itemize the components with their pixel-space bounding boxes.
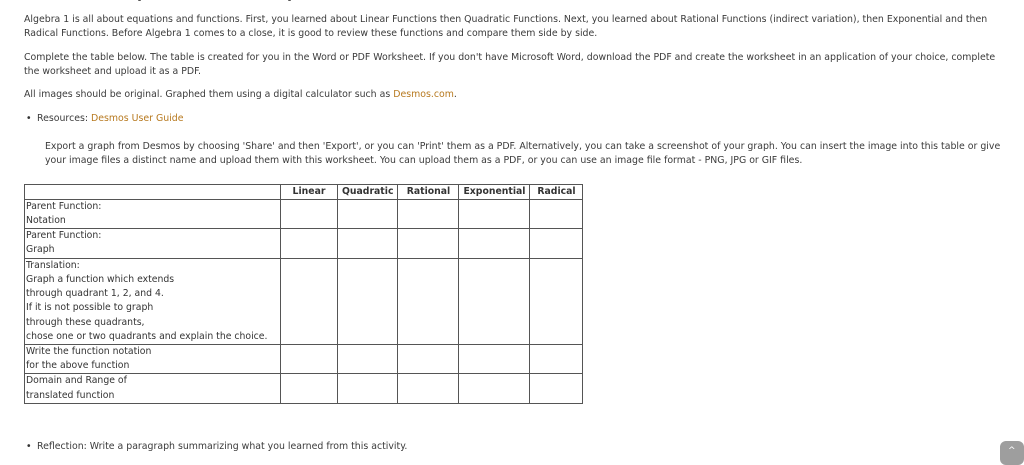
clipped-text-top <box>0 0 1024 6</box>
table-cell[interactable] <box>530 344 583 373</box>
bullet-icon: • <box>26 112 32 124</box>
chevron-up-icon: ^ <box>1008 446 1016 456</box>
row-label: Parent Function: Notation <box>25 199 281 228</box>
table-row <box>25 374 583 403</box>
row-label: Write the function notation for the above function <box>25 344 281 373</box>
table-cell[interactable] <box>281 199 338 228</box>
table-cell[interactable] <box>338 258 398 344</box>
reflection-list <box>24 440 407 454</box>
table-cell[interactable] <box>281 344 338 373</box>
table-cell[interactable] <box>338 374 398 403</box>
table-header-row <box>25 184 583 199</box>
table-cell[interactable] <box>338 199 398 228</box>
bullet-icon: • <box>26 441 32 452</box>
desmos-link[interactable]: Desmos.com <box>393 89 454 101</box>
table-cell[interactable] <box>338 229 398 258</box>
desmos-user-guide-link[interactable]: Desmos User Guide <box>91 112 184 124</box>
images-paragraph <box>24 88 1009 102</box>
table-cell[interactable] <box>398 374 459 403</box>
table-row <box>25 229 583 258</box>
table-cell[interactable] <box>398 344 459 373</box>
row-label: Parent Function: Graph <box>25 229 281 258</box>
table-row <box>25 344 583 373</box>
scroll-to-top-button[interactable] <box>1000 441 1024 465</box>
table-cell[interactable] <box>398 258 459 344</box>
header-rational: Rational <box>398 184 459 199</box>
row-label: Translation: Graph a function which extends through quadrant 1, 2, and 4. If it is not possible to graph through these quadrants, chose one or two quadrants and explain the choice. <box>25 258 281 344</box>
table-cell[interactable] <box>459 344 530 373</box>
images-paragraph-text: All images should be original. Graphed them using a digital calculator such as <box>24 89 394 101</box>
resources-item <box>24 112 1009 126</box>
table-row <box>25 199 583 228</box>
instructions-paragraph: Complete the table below. The table is created for you in the Word or PDF Worksheet. If you don't have Microsoft Word, download the PDF and create the worksheet in an application of your choice, complete the worksheet and upload it as a PDF. <box>24 52 996 78</box>
table-cell[interactable] <box>459 199 530 228</box>
table-row <box>25 258 583 344</box>
table-cell[interactable] <box>530 258 583 344</box>
table-cell[interactable] <box>530 199 583 228</box>
images-paragraph-end: . <box>453 89 457 101</box>
table-cell[interactable] <box>398 199 459 228</box>
table-cell[interactable] <box>530 229 583 258</box>
assignment-content <box>24 13 1009 404</box>
header-linear: Linear <box>281 184 338 199</box>
header-radical: Radical <box>530 184 583 199</box>
reflection-text: Reflection: Write a paragraph summarizing what you learned from this activity. <box>37 441 408 452</box>
header-blank <box>25 184 281 199</box>
header-quadratic: Quadratic <box>338 184 398 199</box>
header-exponential: Exponential <box>459 184 530 199</box>
intro-paragraph: Algebra 1 is all about equations and functions. First, you learned about Linear Functions then Quadratic Functions. Next, you learned about Rational Functions (indirect variation), then Exponential and then Radical Functions. Before Algebra 1 comes to a close, it is good to review these functions and compare them side by side. <box>24 14 988 40</box>
table-cell[interactable] <box>281 229 338 258</box>
table-cell[interactable] <box>281 374 338 403</box>
export-instructions: Export a graph from Desmos by choosing 'Share' and then 'Export', or you can 'Print' them as a PDF. Alternatively, you can take a screenshot of your graph. You can insert the image into this table or give your image files a distinct name and upload them with this worksheet. You can upload them as a PDF, or you can use an image file format - PNG, JPG or GIF files. <box>45 140 1001 166</box>
resources-label: Resources: <box>37 112 92 124</box>
table-cell[interactable] <box>530 374 583 403</box>
table-cell[interactable] <box>398 229 459 258</box>
table-cell[interactable] <box>459 229 530 258</box>
table-cell[interactable] <box>338 344 398 373</box>
resources-list <box>24 112 1009 126</box>
reflection-item <box>24 440 407 454</box>
function-comparison-table <box>24 184 583 404</box>
table-cell[interactable] <box>281 258 338 344</box>
table-cell[interactable] <box>459 258 530 344</box>
row-label: Domain and Range of translated function <box>25 374 281 403</box>
table-cell[interactable] <box>459 374 530 403</box>
